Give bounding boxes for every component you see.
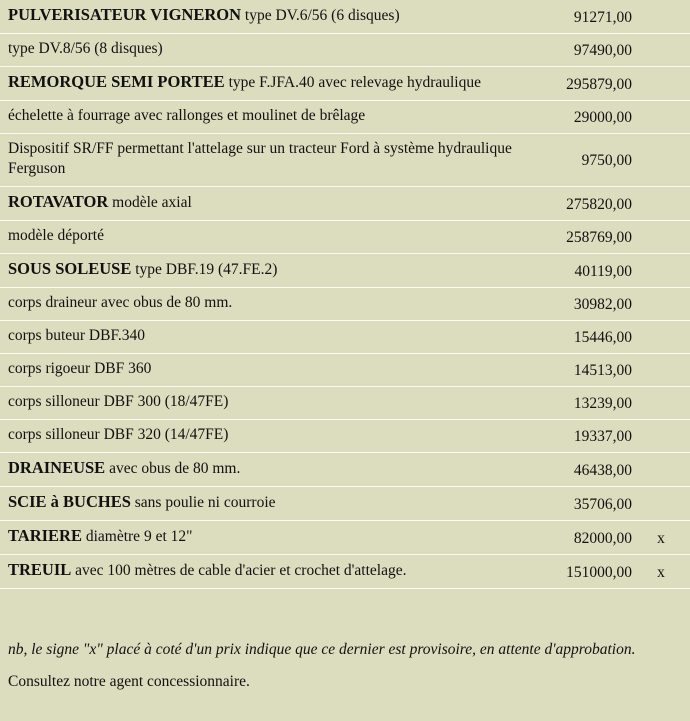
item-price: 295879,00	[566, 75, 632, 93]
item-description	[0, 387, 530, 419]
item-name: SCIE à BUCHES	[8, 492, 131, 511]
item-price: 46438,00	[573, 461, 632, 479]
table-row	[0, 387, 690, 420]
item-description	[0, 453, 530, 486]
item-price: 82000,00	[573, 529, 632, 547]
item-detail: modèle déporté	[8, 227, 104, 244]
item-description	[0, 134, 530, 186]
item-description	[0, 187, 530, 220]
item-price: 30982,00	[573, 296, 632, 313]
provisional-mark	[632, 83, 690, 85]
item-name: ROTAVATOR	[8, 192, 109, 211]
item-detail: corps silloneur DBF 300 (18/47FE)	[8, 393, 229, 410]
item-price: 14513,00	[573, 362, 632, 379]
item-detail: modèle axial	[108, 194, 192, 211]
item-detail: corps draineur avec obus de 80 mm.	[8, 294, 233, 311]
table-row	[0, 0, 690, 34]
item-detail: avec obus de 80 mm.	[105, 460, 241, 477]
item-price: 19337,00	[573, 428, 632, 445]
item-price: 15446,00	[573, 329, 632, 346]
provisional-price-note: nb, le signe "x" placé à coté d'un prix indique que ce dernier est provisoire, en attente d'approbation.	[8, 641, 636, 658]
item-price: 9750,00	[581, 152, 632, 169]
item-description	[0, 101, 530, 133]
item-detail: Dispositif SR/FF permettant l'attelage sur un tracteur Ford à système hydraulique Ferguson	[8, 140, 512, 177]
footer	[8, 640, 668, 692]
contact-line: Consultez notre agent concessionnaire.	[8, 673, 250, 690]
table-row	[0, 521, 690, 555]
item-name: TREUIL	[8, 560, 72, 579]
item-name: DRAINEUSE	[8, 458, 106, 477]
item-description	[0, 420, 530, 452]
table-row	[0, 487, 690, 521]
provisional-mark	[632, 203, 690, 205]
item-detail: corps buteur DBF.340	[8, 327, 145, 344]
item-name: REMORQUE SEMI PORTEE	[8, 72, 225, 91]
table-row	[0, 101, 690, 134]
item-detail: corps silloneur DBF 320 (14/47FE)	[8, 426, 229, 443]
provisional-mark: x	[657, 563, 665, 581]
provisional-mark: x	[657, 529, 665, 547]
table-row	[0, 453, 690, 487]
item-detail: diamètre 9 et 12"	[81, 528, 193, 545]
provisional-mark	[632, 503, 690, 505]
item-detail: corps rigoeur DBF 360	[8, 360, 152, 377]
item-detail: avec 100 mètres de cable d'acier et crochet d'attelage.	[71, 562, 407, 579]
item-price: 91271,00	[573, 8, 632, 26]
item-price: 40119,00	[574, 262, 632, 280]
table-row	[0, 187, 690, 221]
item-name: PULVERISATEUR VIGNERON	[8, 5, 242, 24]
item-price: 97490,00	[573, 42, 632, 59]
item-description	[0, 487, 530, 520]
item-description	[0, 34, 530, 66]
table-row	[0, 555, 690, 589]
item-detail: sans poulie ni courroie	[130, 494, 276, 511]
table-row	[0, 420, 690, 453]
provisional-mark	[632, 116, 690, 118]
provisional-mark	[632, 369, 690, 371]
item-name: SOUS SOLEUSE	[8, 259, 132, 278]
item-description	[0, 67, 530, 100]
table-row	[0, 221, 690, 254]
table-row	[0, 288, 690, 321]
item-price: 275820,00	[566, 195, 632, 213]
item-price: 13239,00	[573, 395, 632, 412]
provisional-mark	[632, 303, 690, 305]
item-description	[0, 254, 530, 287]
item-detail: type DV.6/56 (6 disques)	[241, 7, 400, 24]
item-price: 151000,00	[566, 563, 632, 581]
provisional-mark	[632, 435, 690, 437]
table-row	[0, 34, 690, 67]
table-row	[0, 321, 690, 354]
item-description	[0, 0, 530, 33]
provisional-mark	[632, 16, 690, 18]
item-price: 29000,00	[573, 109, 632, 126]
item-detail: type DBF.19 (47.FE.2)	[131, 261, 278, 278]
item-price: 35706,00	[573, 495, 632, 513]
item-description	[0, 354, 530, 386]
provisional-mark	[632, 336, 690, 338]
provisional-mark	[632, 236, 690, 238]
item-description	[0, 221, 530, 253]
item-description	[0, 288, 530, 320]
item-name: TARIERE	[8, 526, 82, 545]
item-description	[0, 521, 530, 554]
provisional-mark	[632, 49, 690, 51]
provisional-mark	[632, 469, 690, 471]
item-description	[0, 321, 530, 353]
item-detail: échelette à fourrage avec rallonges et moulinet de brêlage	[8, 107, 366, 124]
provisional-mark	[632, 159, 690, 161]
table-row	[0, 134, 690, 187]
table-row	[0, 67, 690, 101]
table-row	[0, 254, 690, 288]
provisional-mark	[632, 270, 690, 272]
provisional-mark	[632, 402, 690, 404]
item-price: 258769,00	[566, 229, 632, 246]
item-detail: type DV.8/56 (8 disques)	[8, 40, 163, 57]
item-description	[0, 555, 530, 588]
table-row	[0, 354, 690, 387]
item-detail: type F.JFA.40 avec relevage hydraulique	[224, 74, 481, 91]
